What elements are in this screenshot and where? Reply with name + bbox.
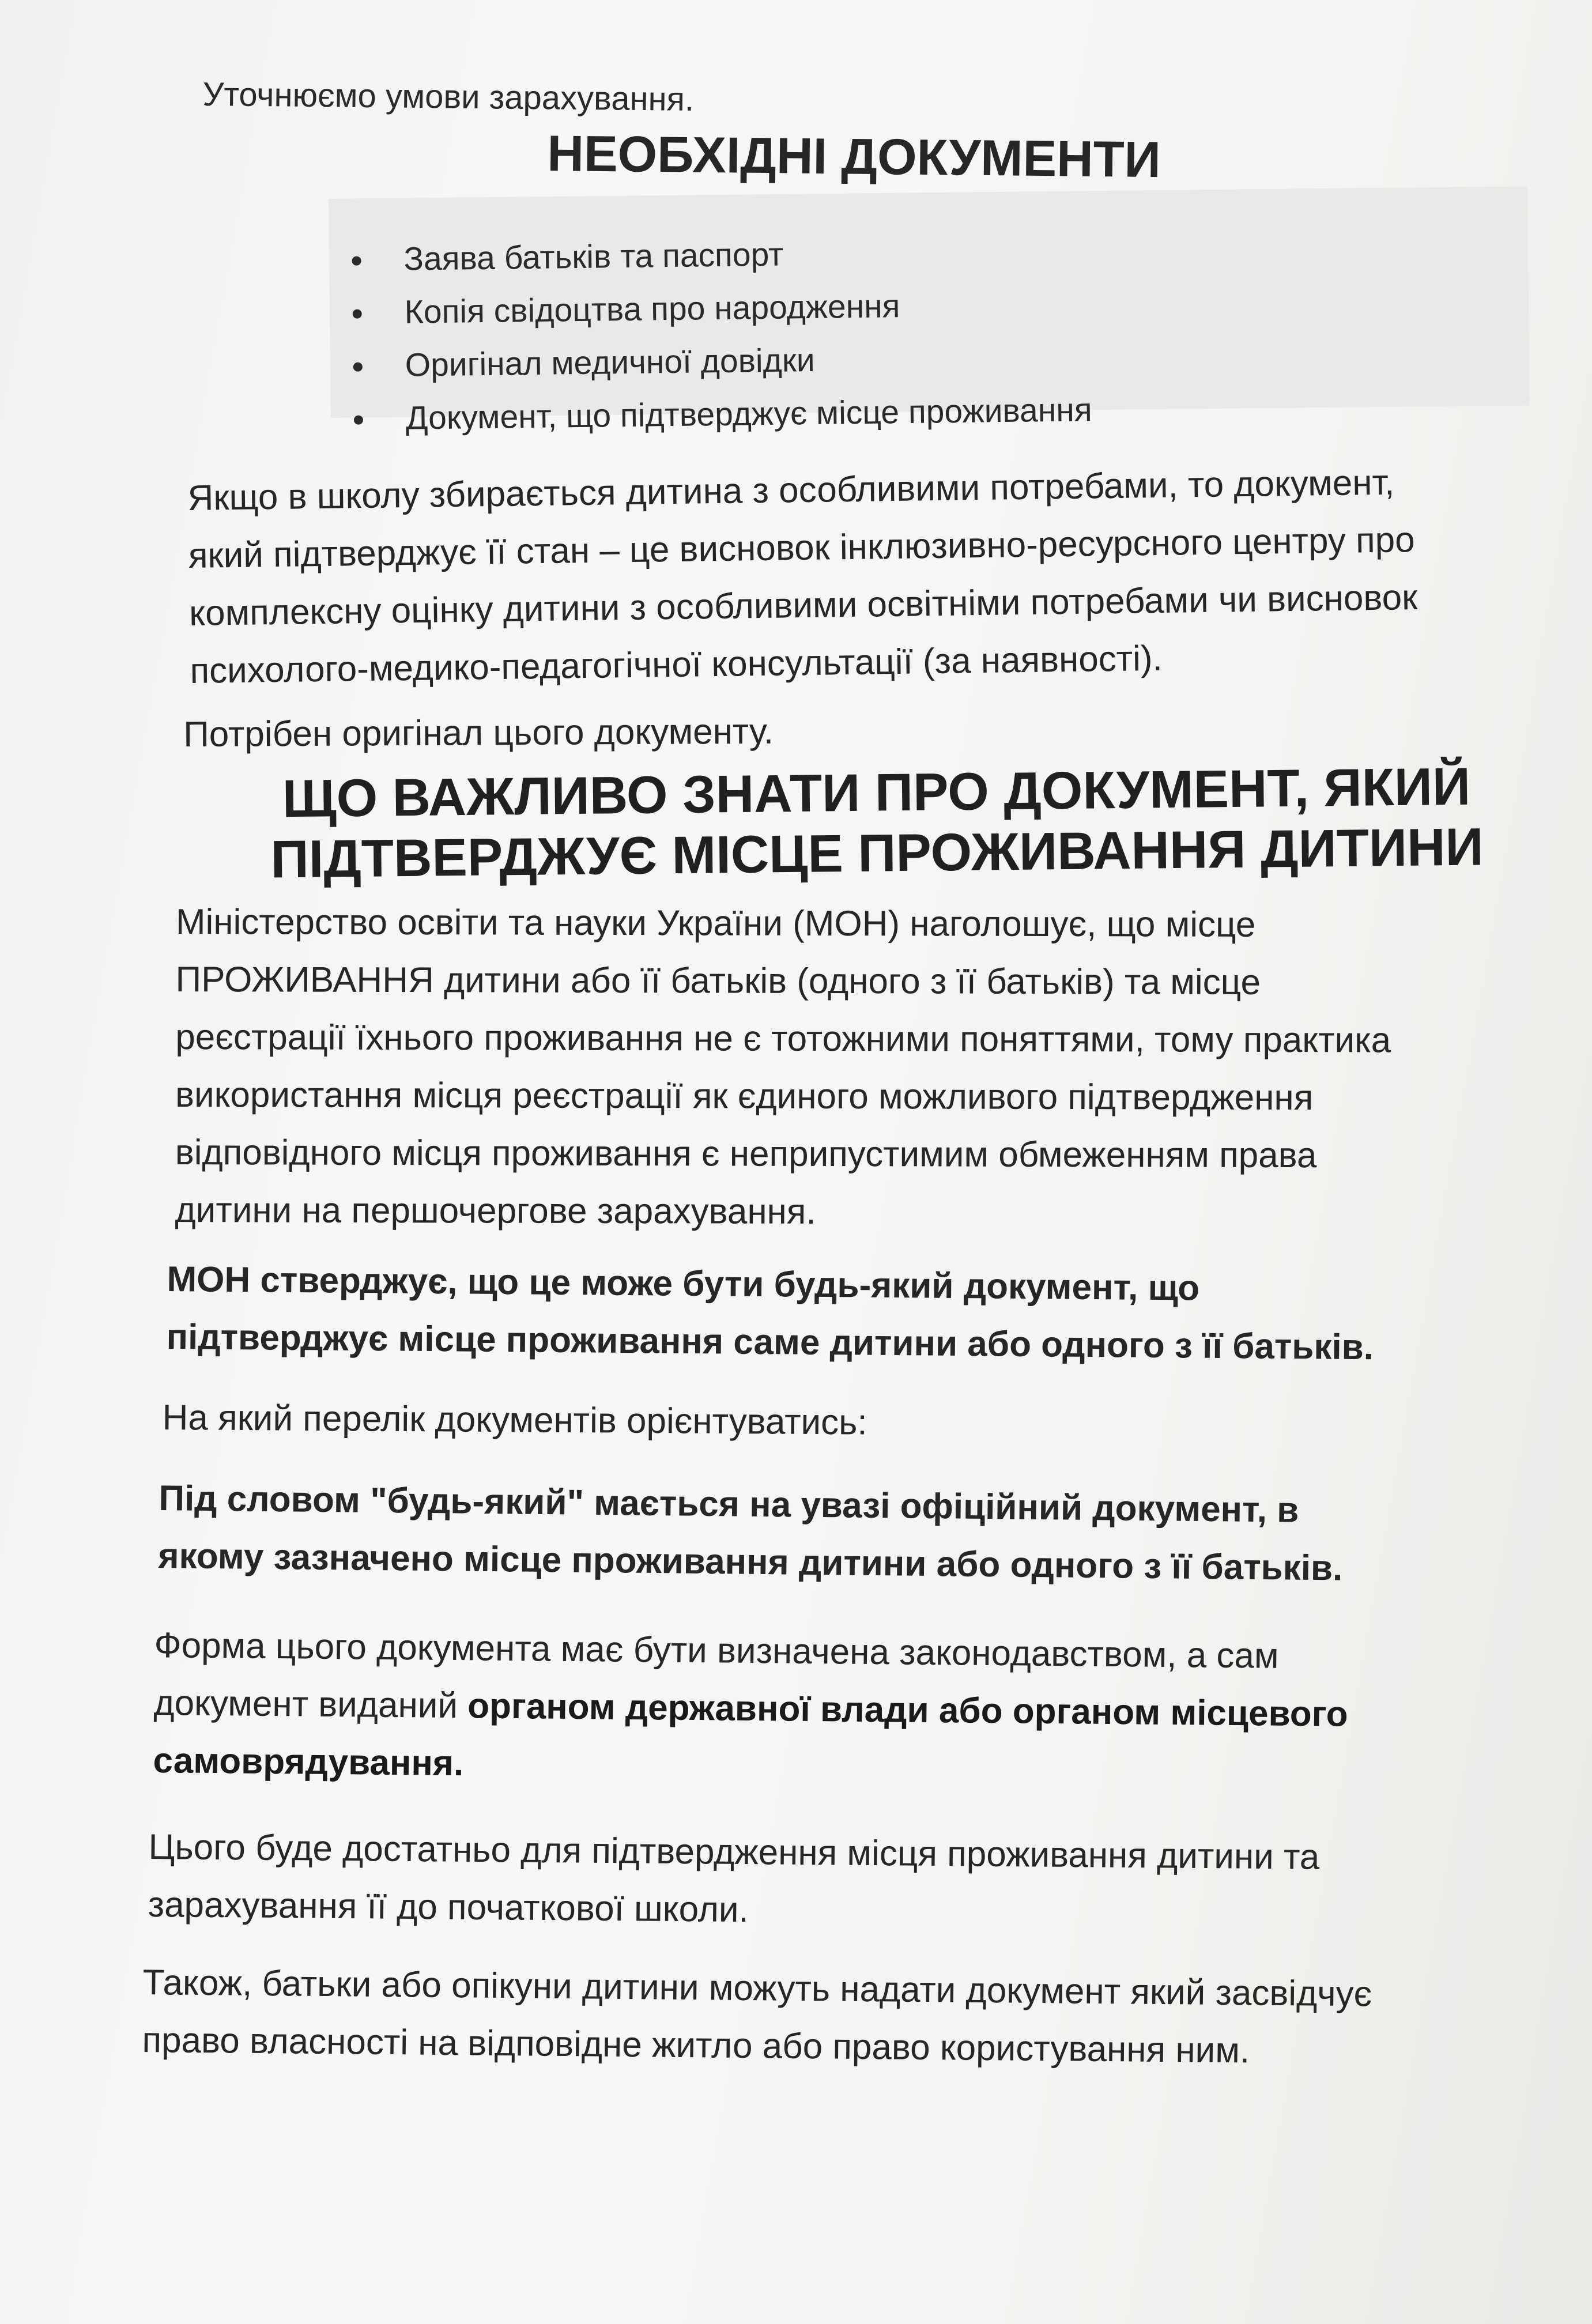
required-documents-list — [340, 224, 1092, 446]
form-paragraph: Форма цього документа має бути визначена законодавством, а сам документ виданий органом державної влади або органом місцевого самоврядування. — [153, 1625, 1348, 1784]
list-item: Документ, що підтверджує місце проживання — [342, 383, 1092, 446]
residence-heading: ЩО ВАЖЛИВО ЗНАТИ ПРО ДОКУМЕНТ, ЯКИЙ ПІДТВЕРДЖУЄ МІСЦЕ ПРОЖИВАННЯ ДИТИНИ — [270, 757, 1484, 889]
bullet-icon — [353, 363, 363, 372]
list-item: Заява батьків та паспорт — [340, 224, 1091, 286]
list-item: Оригінал медичної довідки — [341, 330, 1092, 393]
ministry-paragraph: Міністерство освіти та науки України (МОН) наголошує, що місце ПРОЖИВАННЯ дитини або її батьків (одного з її батьків) та місце реєстрації їхнього проживання не є тотожними поняттями, тому практика використання місця реєстрації як єдиного можливого підтвердження відповідного місця проживання є неприпустимим обмеженням права дитини на першочергове зарахування. — [175, 902, 1391, 1232]
enough-paragraph: Цього буде достатньо для підтвердження місця проживання дитини та зарахування її до початкової школи. — [148, 1827, 1320, 1930]
documents-heading: НЕОБХІДНІ ДОКУМЕНТИ — [546, 124, 1161, 188]
bullet-icon — [352, 256, 361, 266]
list-item: Копія свідоцтва про народження — [341, 277, 1091, 339]
bullet-icon — [353, 310, 362, 319]
any-document-paragraph: Під словом "будь-який" мається на увазі офіційний документ, в якому зазначено місце проживання дитини або одного з її батьків. — [158, 1478, 1343, 1589]
bullet-icon — [354, 416, 363, 425]
intro-line: Уточнюємо умови зарахування. — [202, 75, 695, 118]
list-question-line: На який перелік документів орієнтуватись: — [162, 1397, 867, 1443]
also-paragraph: Також, батьки або опікуни дитини можуть надати документ який засвідчує право власності на відповідне житло або право користування ним. — [142, 1962, 1372, 2071]
original-needed-line: Потрібен оригінал цього документу. — [183, 711, 774, 754]
special-needs-paragraph: Якщо в школу збирається дитина з особливими потребами, то документ, який підтверджує її стан – це висновок інклюзивно-ресурсного центру про комплексну оцінку дитини з особливими освітніми потребами чи висновок психолого-медико-педагогічної консультації (за наявності). — [187, 462, 1418, 691]
mon-statement-paragraph: МОН стверджує, що це може бути будь-який документ, що підтверджує місце проживання саме дитини або одного з її батьків. — [166, 1259, 1374, 1368]
